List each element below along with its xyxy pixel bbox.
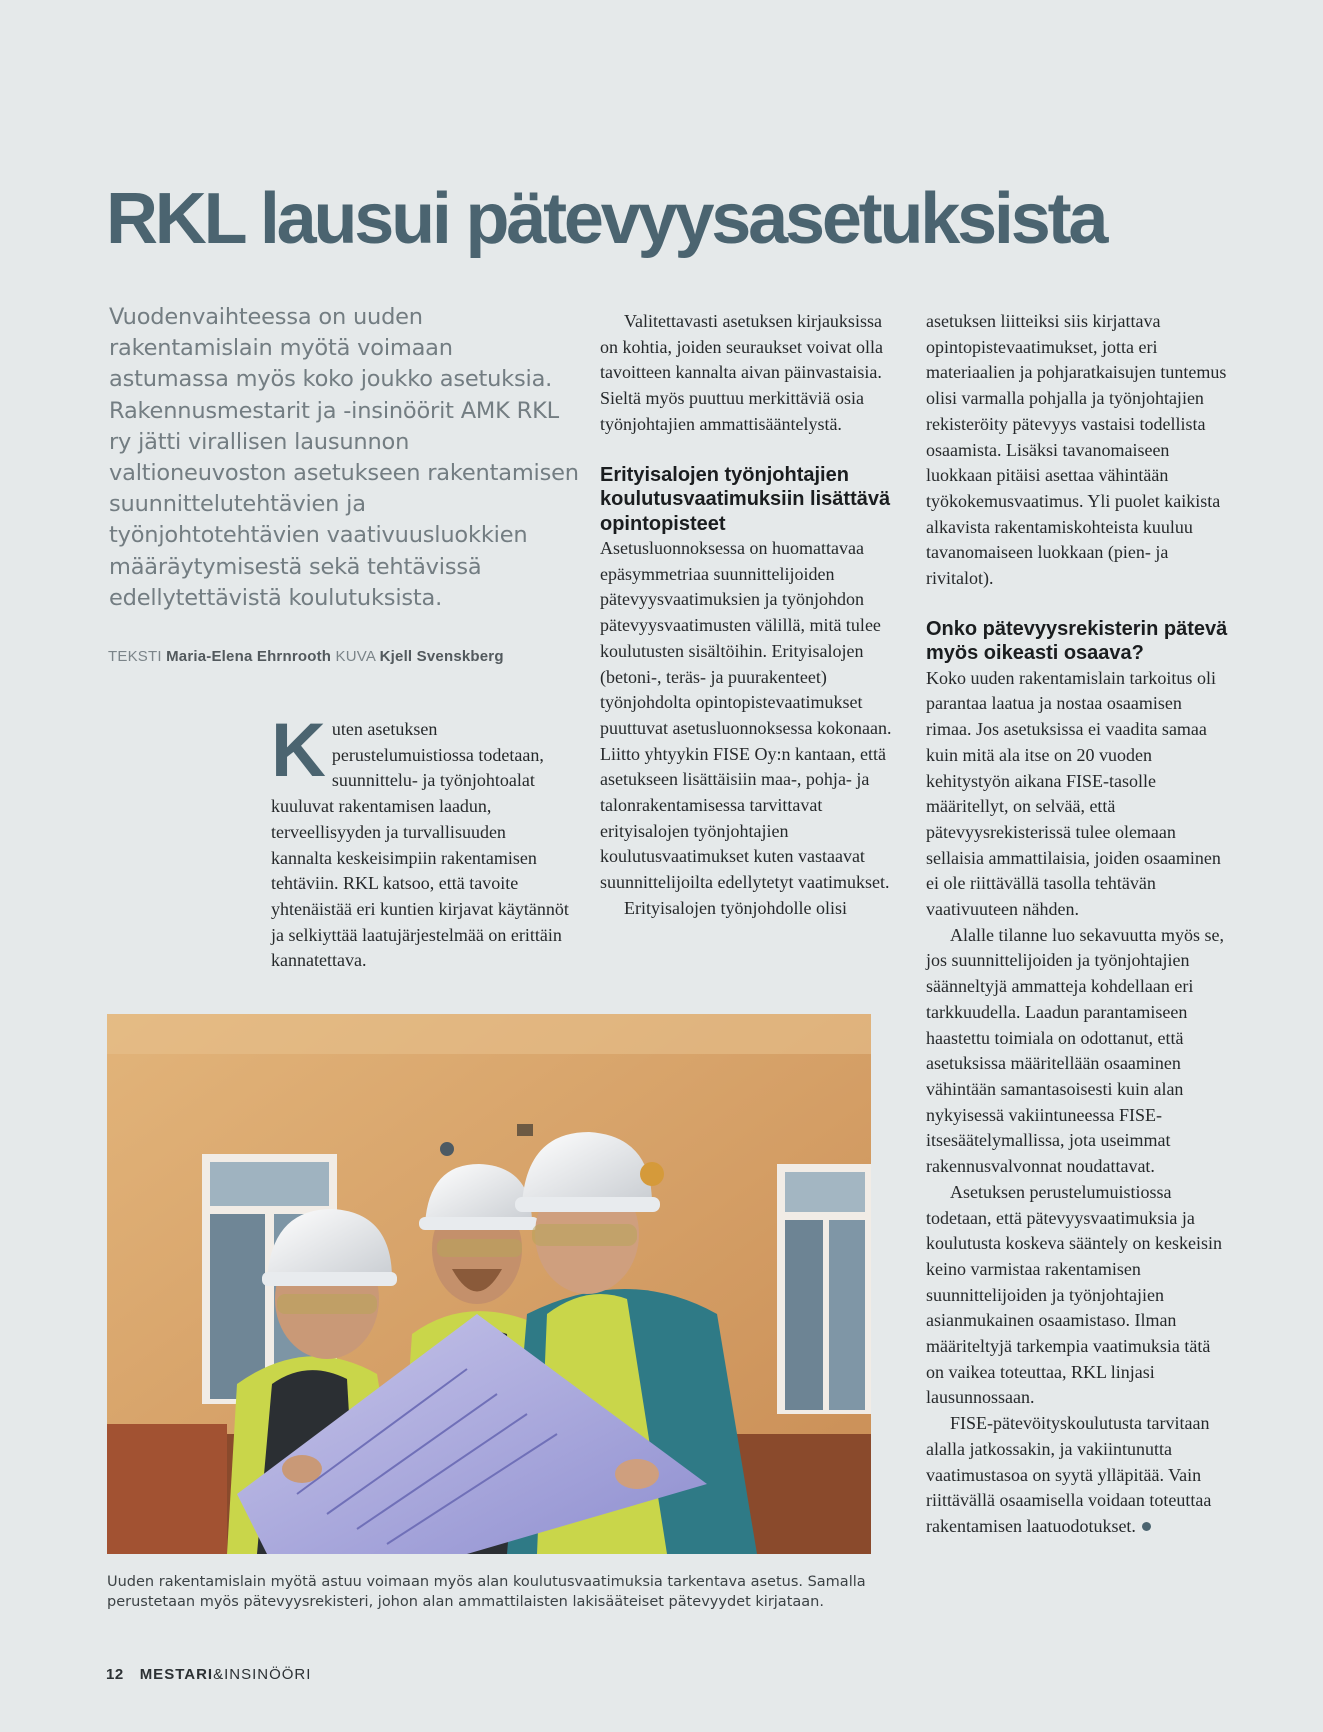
article-title: RKL lausui pätevyysasetuksista — [106, 179, 1106, 259]
article-photo — [107, 1014, 871, 1554]
byline — [108, 648, 504, 665]
page-number: 12 — [106, 1666, 124, 1683]
photo-caption: Uuden rakentamislain myötä astuu voimaan myös alan koulutusvaatimuksia tarkentava asetus. Samalla perustetaan myös pätevyysrekisteri, johon alan ammattilaisten lakisääteiset pätevyydet kirjataan. — [107, 1574, 866, 1610]
paragraph: Erityisalojen työnjohdolle olisi — [624, 897, 847, 918]
magazine-name: MESTARI — [139, 1666, 214, 1683]
subheading: Onko pätevyysrekisterin pätevä myös oikeasti osaava? — [926, 617, 1228, 665]
byline-photographer: Kjell Svenskberg — [379, 648, 504, 665]
byline-text-label: TEKSTI — [108, 648, 162, 665]
paragraph: FISE-pätevöityskoulutusta tarvitaan alalla jatkossakin, ja vakiintunutta vaatimustasoa on syytä ylläpitää. Vain riittävällä osaamisella voidaan toteuttaa rakentamisen laatuodotukset. — [926, 1413, 1212, 1536]
article-lead: Vuodenvaihteessa on uuden rakentamislain myötä voimaan astumassa myös koko joukko asetuksia. Rakennusmestarit ja -insinöörit AMK RKL ry jätti virallisen lausunnon valtioneuvoston asetukseen rakentamisen suunnittelutehtävien ja työnjohtotehtävien vaativuusluokkien määräytymisestä sekä tehtävissä edellytettävistä koulutuksista. — [109, 304, 579, 611]
paragraph: Koko uuden rakentamislain tarkoitus oli parantaa laatua ja nostaa osaamisen rimaa. Jos asetuksissa ei vaadita samaa kuin mitä ala itse on 20 vuoden kehitystyön aikana FISE-tasolle määritellyt, on selvää, että pätevyysrekisterissä tulee olemaan sellaisia ammattilaisia, joiden osaaminen ei ole riittävällä tasolla tehtävän vaativuuteen nähden. — [926, 667, 1221, 920]
paragraph: asetuksen liitteiksi siis kirjattava opintopistevaatimukset, jotta eri materiaalien ja pohjaratkaisujen tuntemus olisi varmalla pohjalla ja työnjohtajien rekisteröity pätevyys vastaisi todellista osaamista. Lisäksi tavanomaiseen luokkaan pitäisi asettaa vähintään työkokemusvaatimus. Yli puolet kaikista alkavista rakentamiskohteista kuuluu tavanomaiseen luokkaan (pien- ja rivitalot). — [926, 311, 1227, 589]
page-footer — [106, 1666, 311, 1683]
paragraph: Valitettavasti asetuksen kirjauksissa on kohtia, joiden seuraukset voivat olla tavoitteen kannalta aivan päinvastaisia. Sieltä myös puuttuu merkittäviä osia työnjohtajien ammattisääntelystä. — [600, 311, 883, 434]
intro-column — [271, 708, 571, 974]
body-column-2 — [600, 309, 900, 922]
paragraph: Asetusluonnoksessa on huomattavaa epäsymmetriaa suunnittelijoiden pätevyysvaatimuksien ja työnjohdon pätevyysvaatimusten välillä, mitä tulee koulutusten sisältöihin. Erityisalojen (betoni-, teräs- ja puurakenteet) työnjohdolta opintopistevaatimukset puuttuvat asetusluonnoksessa kokonaan. Liitto yhtyykin FISE Oy:n kantaan, että asetukseen lisättäisiin maa-, pohja- ja talonrakentamisessa tarvittavat erityisalojen työnjohtajien koulutusvaatimukset kuten vastaavat suunnittelijoilta edellytetyt vaatimukset. — [600, 538, 892, 893]
body-column-3 — [926, 309, 1231, 1540]
construction-workers-illustration — [107, 1014, 871, 1554]
subheading: Erityisalojen työnjohtajien koulutusvaatimuksiin lisättävä opintopisteet — [600, 463, 891, 535]
paragraph: Asetuksen perustelumuistiossa todetaan, että pätevyysvaatimuksia ja koulutusta koskeva sääntely on keskeisin keino varmistaa rakentamisen suunnittelijoiden ja työnjohtajien asianmukainen osaamistaso. Ilman määriteltyjä tarkempia vaatimuksia tätä on vaikea toteuttaa, RKL linjasi lausunnossaan. — [926, 1181, 1222, 1408]
intro-text: uten asetuksen perustelumuistiossa todetaan, suunnittelu- ja työnjohtoalat kuuluvat rakentamisen laadun, terveellisyyden ja turvallisuuden kannalta keskeisimpiin rakentamisen tehtäviin. RKL katsoo, että tavoite yhtenäistää eri kuntien kirjavat käytännöt ja selkiyttää laatujärjestelmää on erittäin kannatettava. — [271, 719, 569, 971]
drop-cap: K — [271, 708, 326, 793]
byline-photo-label: KUVA — [335, 648, 376, 665]
end-mark-icon — [1142, 1522, 1151, 1531]
byline-author: Maria-Elena Ehrnrooth — [166, 648, 332, 665]
paragraph: Alalle tilanne luo sekavuutta myös se, jos suunnittelijoiden ja työnjohtajien säänneltyjä ammatteja kohdellaan eri tarkkuudella. Laadun parantamiseen haastettu toimiala on odottanut, että asetuksissa määritellään osaaminen vähintään samantasoisesti kuin alan nykyisessä vakiintuneessa FISE-itsesäätelymallissa, jota useimmat rakennusvalvonnat noudattavat. — [926, 924, 1224, 1177]
magazine-name-rest: &INSINÖÖRI — [213, 1666, 312, 1683]
